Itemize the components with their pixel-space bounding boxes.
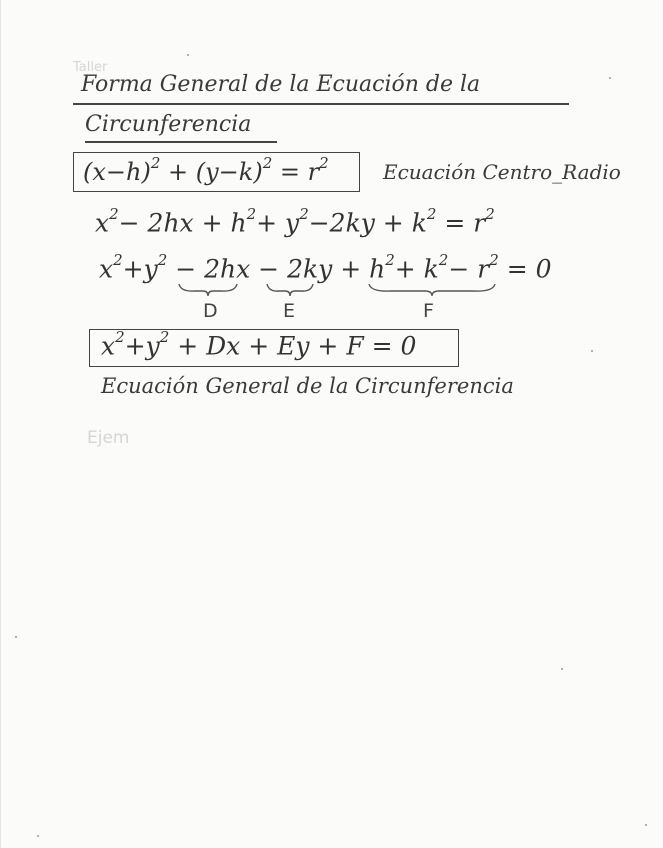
coefficient-f-label: F xyxy=(423,300,434,322)
coefficient-e-label: E xyxy=(283,300,296,322)
brace-f xyxy=(367,282,497,298)
center-radius-label: Ecuación Centro_Radio xyxy=(383,160,621,184)
title-underline-1 xyxy=(73,103,569,105)
expanded-equation: $x^2- 2hx + h^2+ y^2-2ky + k^2 = r^2$ xyxy=(95,205,495,238)
scan-speck xyxy=(37,835,39,837)
scan-speck xyxy=(609,77,611,79)
scan-speck xyxy=(561,668,563,670)
brace-e xyxy=(265,282,315,298)
scan-speck xyxy=(187,54,189,56)
general-equation: $x^2+y^2 + Dx + Ey + F = 0$ xyxy=(101,328,417,361)
general-equation-label: Ecuación General de la Circunferencia xyxy=(101,374,514,398)
center-radius-equation: $(x-h)^2 + (y-k)^2 = r^2$ xyxy=(83,154,329,186)
title-line-1: Forma General de la Ecuación de la xyxy=(81,72,481,97)
faint-heading-ejem: Ejem xyxy=(87,428,130,448)
scan-speck xyxy=(591,350,593,352)
scan-speck xyxy=(15,636,17,638)
brace-d xyxy=(177,282,239,298)
scan-speck xyxy=(645,824,647,826)
coefficient-d-label: D xyxy=(203,300,218,322)
faint-heading-taller: Taller xyxy=(73,60,108,75)
grouped-equation: $x^2+y^2 - 2hx - 2ky + h^2+ k^2- r^2 = 0$ xyxy=(99,251,552,284)
title-underline-2 xyxy=(85,141,277,143)
title-line-2: Circunferencia xyxy=(85,112,252,137)
